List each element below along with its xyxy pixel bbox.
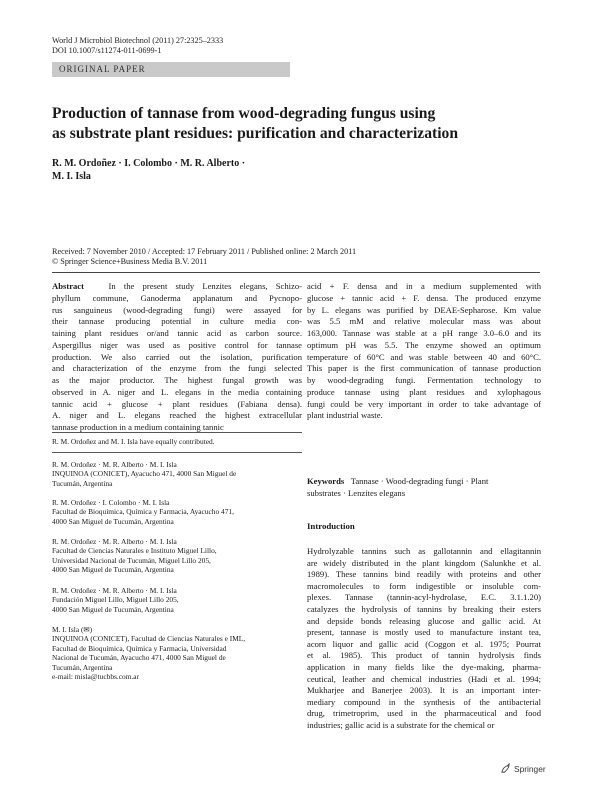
intro-line: application in many fields like the dye-making, pharma-	[307, 661, 541, 672]
title-line: Production of tannase from wood-degrading fungus using	[52, 105, 436, 122]
intro-line: ceutical, leather and chemical industries (Hadi et al. 1994;	[307, 673, 541, 684]
affiliation-divider	[52, 452, 302, 453]
introduction-text	[307, 546, 541, 732]
abstract-line: acid + F. densa and in a medium supplemented with	[307, 281, 541, 291]
title-line: as substrate plant residues: purification and characterization	[52, 125, 459, 142]
intro-line: macromolecules to form indigestible or insoluble com-	[307, 580, 541, 591]
author-line: M. I. Isla	[52, 171, 91, 182]
abstract-line: tannic acid + glucose + plant residues (Fabiana densa).	[52, 398, 302, 409]
intro-line: catalyzes the hydrolysis of tannins by breaking their esters	[307, 603, 541, 614]
abstract-line: This paper is the first communication of tannase production	[307, 363, 541, 374]
keywords: Keywords Tannase · Wood-degrading fungi · Plant substrates · Lenzites elegans	[307, 476, 489, 498]
springer-horse-icon	[500, 763, 511, 774]
footnote-divider	[52, 432, 302, 433]
abstract-line: temperature of 60°C and was stable between 40 and 60°C.	[307, 351, 541, 362]
abstract-line: was 5.5 mM and relative molecular mass was about	[307, 316, 541, 327]
abstract-line: as the major productor. The highest fungal growth was	[52, 375, 302, 385]
email-link[interactable]: e-mail: misla@tucbbs.com.ar	[52, 672, 140, 682]
abstract-line: fungi could be very important in order to take advantage of	[307, 398, 541, 409]
intro-line: plexes. Tannase (tannin-acyl-hydrolase, E.C. 3.1.1.20)	[307, 592, 541, 603]
abstract-line: observed in A. niger and L. elegans in the media containing	[52, 386, 302, 397]
intro-line: et al. 1985). This product of tannin hydrolysis finds	[307, 650, 541, 661]
abstract-line: Aspergillus niger was used as positive control for tannase	[52, 339, 302, 350]
abstract-line: glucose + tannic acid + F. densa. The produced enzyme	[307, 292, 541, 303]
abstract-line: produce tannase using plant residues and xylophagous	[307, 386, 541, 397]
intro-line: drug, trimetroprim, used in the pharmaceutical and food	[307, 708, 541, 719]
intro-line: and depside bonds releasing glucose and gallic acid. At	[307, 615, 541, 626]
affiliation: R. M. Ordoñez · M. R. Alberto · M. I. Isla Fundación Miguel Lillo, Miguel Lillo 205, 4000 San Miguel de Tucumán, Argentina	[52, 586, 179, 614]
publication-dates	[52, 247, 356, 267]
abstract-line: by wood-degrading fungi. Fermentation technology to	[307, 375, 541, 385]
copyright-line: © Springer Science+Business Media B.V. 2011	[52, 257, 208, 266]
journal-doi: DOI 10.1007/s11274-011-0699-1	[52, 46, 162, 55]
abstract-line: and characterization of the enzyme from the fungi selected	[52, 363, 302, 374]
publisher-logo	[500, 763, 546, 774]
author-line: R. M. Ordoñez · I. Colombo · M. R. Alberto ·	[52, 158, 246, 169]
journal-citation: World J Microbiol Biotechnol (2011) 27:2325–2333	[52, 36, 224, 45]
abstract-line: Abstract In the present study Lenzites elegans, Schizo-	[52, 281, 302, 291]
intro-line: mediary compound in the synthesis of the antibacterial	[307, 696, 541, 707]
divider	[52, 272, 540, 273]
intro-line: present, tannase is mostly used to manufacture instant tea,	[307, 627, 541, 638]
section-band: ORIGINAL PAPER	[52, 62, 290, 77]
abstract-line: 163,000. Tannase was stable at a pH range 3.0–6.0 and its	[307, 328, 541, 338]
intro-line: Hydrolyzable tannins such as gallotannin and ellagitannin	[307, 546, 541, 556]
abstract-line: by L. elegans was purified by DEAE-Sepharose. Km value	[307, 304, 541, 315]
abstract-line: phyllum commune, Ganoderma applanatum and Pycnopo-	[52, 292, 302, 303]
abstract-line: rus sanguineus (wood-degrading fungi) were assayed for	[52, 304, 302, 315]
abstract-line: their tannase producing potential in culture media con-	[52, 316, 302, 327]
intro-line: are widely distributed in the plant kingdom (Salunkhe et al.	[307, 557, 541, 568]
keywords-label: Keywords	[307, 476, 345, 486]
abstract-label: Abstract	[52, 281, 84, 291]
affiliation: R. M. Ordoñez · M. R. Alberto · M. I. Isla Facultad de Ciencias Naturales e Instituto Miguel Lillo, Universidad Nacional de Tucumán, Miguel Lillo 205, 4000 San Miguel de Tucumán, Argentina	[52, 537, 217, 575]
contribution-note: R. M. Ordoñez and M. I. Isla have equally contributed.	[52, 437, 215, 446]
affiliation: R. M. Ordoñez · M. R. Alberto · M. I. Isla INQUINOA (CONICET), Ayacucho 471, 4000 San Miguel de Tucumán, Argentina	[52, 460, 237, 488]
abstract-line: taining plant residues or/and tannic acid as carbon source.	[52, 328, 302, 338]
abstract	[52, 281, 302, 434]
abstract-line: production. We also carried out the isolation, purification	[52, 351, 302, 362]
abstract-line: A. niger and L. elegans reached the highest extracellular	[52, 410, 302, 421]
publisher-name: Springer	[514, 763, 546, 774]
intro-line: 1989). These tannins bind readily with proteins and other	[307, 569, 541, 580]
corresponding-affiliation: M. I. Isla (✉) INQUINOA (CONICET), Facultad de Ciencias Naturales e IML, Facultad de Bioquímica, Química y Farmacia, Universidad Nacional de Tucumán, Ayacucho 471, 4000 San Miguel de Tucumán, Argentina e-mail: misla@tucbbs.com.ar	[52, 625, 302, 681]
paper-title	[52, 104, 552, 144]
intro-line: acorn liquor and gallic acid (Coggon et al. 1975; Pourrat	[307, 638, 541, 649]
abstract-line: plant industrial waste.	[307, 410, 383, 421]
intro-line: industries; gallic acid is a substrate for the chemical or	[307, 719, 495, 730]
author-list	[52, 157, 452, 183]
abstract-line: optimum pH was 5.5. The enzyme showed an optimum	[307, 339, 541, 350]
received-dates: Received: 7 November 2010 / Accepted: 17 February 2011 / Published online: 2 March 2011	[52, 247, 357, 256]
introduction-heading: Introduction	[307, 521, 355, 531]
intro-line: Mukharjee and Banerjee 2003). It is an important inter-	[307, 685, 541, 696]
abstract-continued	[307, 281, 541, 422]
affiliation: R. M. Ordoñez · I. Colombo · M. I. Isla Facultad de Bioquímica, Química y Farmacia, Ayacucho 471, 4000 San Miguel de Tucumán, Argentina	[52, 498, 234, 526]
abstract-line: tannase production in a medium containing tannic	[52, 422, 224, 432]
